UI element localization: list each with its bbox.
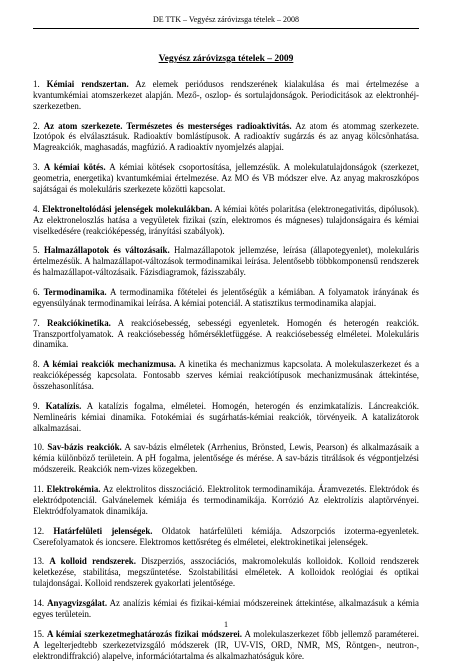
topic-body: Az analízis kémiai és fizikai-kémiai módszereinek áttekintése, alkalmazásuk a kémia egyes területein. [33, 598, 419, 619]
topic-body: Halmazállapotok jellemzése, leírása (állapotegyenlet), molekuláris értelmezésük. A halmazállapot-változások termodinamikai leírása. Jelentősebb többkomponensű rendszerek és halmazállapot-változásaik. Fázisdiagramok, fázisszabály. [33, 245, 420, 278]
topic-heading: Kémiai rendszertan. [46, 78, 129, 89]
topic-body: Diszperziós, asszociációs, makromolekulás kolloidok. Kolloid rendszerek keletkezése, stabilitása, megszűntetése. Szolstabilitási elméletek. A kolloidok reológiai és optikai tulajdonságai. Kolloid rendszerek gyakorlati jelentősége. [33, 556, 419, 589]
topic-body: A katalízis fogalma, elméletei. Homogén, heterogén és enzimkatalízis. Láncreakciók. Nemlineáris kémiai dinamika. Fotokémiai és sugárhatás-kémiai reakciók, törvényeik. A katalizátorok alkalmazásai. [33, 400, 419, 433]
topic-item [33, 629, 419, 662]
topic-item [33, 526, 419, 548]
topic-number: 12. [33, 525, 45, 536]
topic-item [33, 598, 419, 620]
topic-body: Az atom és atommag szerkezete. Izotópok és elválasztásuk. Radioaktív bomlástípusok. A radioaktív sugárzás és az anyag kölcsönhatása. Magreakciók, maghasadás, magfúzió. A radioaktív nyomjelzés alapjai. [33, 120, 419, 153]
topic-number: 3. [33, 162, 40, 173]
topic-item [33, 121, 419, 154]
topic-body: Az elemek periódusos rendszerének kialakulása és mai értelmezése a kvantumkémiai atomszerkezet alapján. Mező-, oszlop- és sortulajdonságok. Periodicitások az elektronhéj-szerkezetben. [33, 78, 420, 111]
topic-number: 2. [33, 120, 40, 131]
topic-number: 6. [33, 286, 40, 297]
topic-heading: A kémiai kötés. [43, 162, 106, 173]
topic-number: 14. [33, 598, 45, 608]
page-number: 1 [224, 620, 228, 629]
topic-item [33, 245, 419, 278]
topic-heading: A kémiai szerkezetmeghatározás fizikai módszerei. [47, 628, 242, 639]
topic-number: 5. [33, 245, 40, 256]
document-title: Vegyész záróvizsga tételek – 2009 [158, 54, 294, 64]
topic-heading: A kémiai reakciók mechanizmusa. [43, 359, 176, 370]
topic-item [33, 359, 419, 392]
topic-number: 11. [33, 484, 44, 495]
running-header: DE TTK – Vegyész záróvizsga tételek – 2008 [152, 15, 300, 24]
topic-number: 4. [33, 203, 40, 214]
topic-heading: Sav-bázis reakciók. [47, 442, 122, 453]
topic-item [33, 442, 419, 475]
topic-number: 10. [33, 442, 45, 453]
topic-item [33, 556, 419, 589]
topic-body: Oldatok határfelületi kémiája. Adszorpciós izoterma-egyenletek. Cserefolyamatok és ioncsere. Elektromos kettősréteg és elméletei, elektrokinetikai jelenségek. [33, 525, 419, 547]
topic-item [33, 287, 419, 309]
topic-number: 7. [33, 317, 40, 328]
topic-body: A molekulaszerkezet főbb jellemző paraméterei. A legelterjedtebb szerkezetvizsgáló módszerek (IR, UV-VIS, ORD, NMR, MS, Röntgen-, neutron-, elektrondiffrakció) alapelve, információtartalma és alkalmazhatóságuk köre. [33, 628, 419, 661]
topic-body: A kémiai kötés polaritása (elektronegativitás, dipólusok). Az elektroneloszlás hatása a vegyületek fizikai (szín, elektromos és mágneses) tulajdonságaira és kémiai viselkedésére (reakcióképesség, irányítási szabályok). [33, 203, 420, 236]
header-rule [33, 28, 419, 29]
topic-heading: Katalízis. [45, 400, 82, 411]
topic-body: A kémiai kötések csoportosítása, jellemzésük. A molekulatulajdonságok (szerkezet, geometria, energetika) kvantumkémiai értelmezése. Az MO és VB módszer elve. Az anyag makroszkópos sajátságai és molekuláris szerkezete közötti kapcsolat. [33, 162, 420, 194]
topic-number: 9. [33, 400, 40, 411]
topic-heading: A kolloid rendszerek. [49, 556, 136, 567]
topic-item [33, 162, 419, 195]
topic-heading: Határfelületi jelenségek. [53, 525, 153, 536]
topic-body: A kinetika és mechanizmus kapcsolata. A molekulaszerkezet és a reakcióképesség kapcsolata. Fontosabb szerves kémiai reakciótípusok mechanizmusának áttekintése, összehasonlítása. [33, 359, 420, 392]
topic-item [33, 401, 419, 434]
topic-heading: Reakciókinetika. [47, 317, 111, 328]
topic-body: A sav-bázis elméletek (Arrhenius, Brönsted, Lewis, Pearson) és alkalmazásaik a kémia különböző területein. A pH fogalma, jelentősége és mérése. A sav-bázis titrálások és végpontjelzési módszereik. Reakciók nem-vizes közegekben. [33, 442, 419, 475]
topic-number: 13. [33, 556, 45, 567]
topic-number: 8. [33, 359, 40, 370]
topic-heading: Elektrokémia. [46, 484, 101, 495]
topic-item [33, 318, 419, 351]
topic-body: A termodinamika főtételei és jelentőségük a kémiában. A folyamatok irányának és egyensúlyának termodinamikai leírása. A kémiai potenciál. A statisztikus termodinamika alapjai. [33, 286, 420, 308]
topic-heading: Az atom szerkezete. Természetes és mesterséges radioaktivitás. [43, 120, 292, 131]
topic-heading: Halmazállapotok és változásaik. [43, 245, 170, 256]
topic-list [33, 70, 419, 668]
topic-body: Az elektrolitos disszociáció. Elektrolitok termodinamikája. Áramvezetés. Elektródok és elektródpotenciál. Galvánelemek kémiája és termodinamikája. Korrózió Az elektrolízis alaptörvényei. Elektródfolyamatok dinamikája. [33, 484, 420, 516]
topic-body: A reakciósebesség, sebességi egyenletek. Homogén és heterogén reakciók. Transzportfolyamatok. A reakciósebesség hőmérsékletfüggése. A reakciósebesség elméletei. Molekuláris dinamika. [33, 317, 420, 350]
topic-heading: Elektroneltolódási jelenségek molekulákban. [42, 203, 213, 214]
topic-heading: Termodinamika. [43, 286, 107, 297]
topic-item [33, 484, 419, 517]
topic-heading: Anyagvizsgálat. [47, 598, 108, 608]
topic-number: 1. [33, 78, 40, 89]
topic-item [33, 204, 419, 237]
topic-number: 15. [33, 628, 45, 639]
topic-item [33, 79, 419, 112]
